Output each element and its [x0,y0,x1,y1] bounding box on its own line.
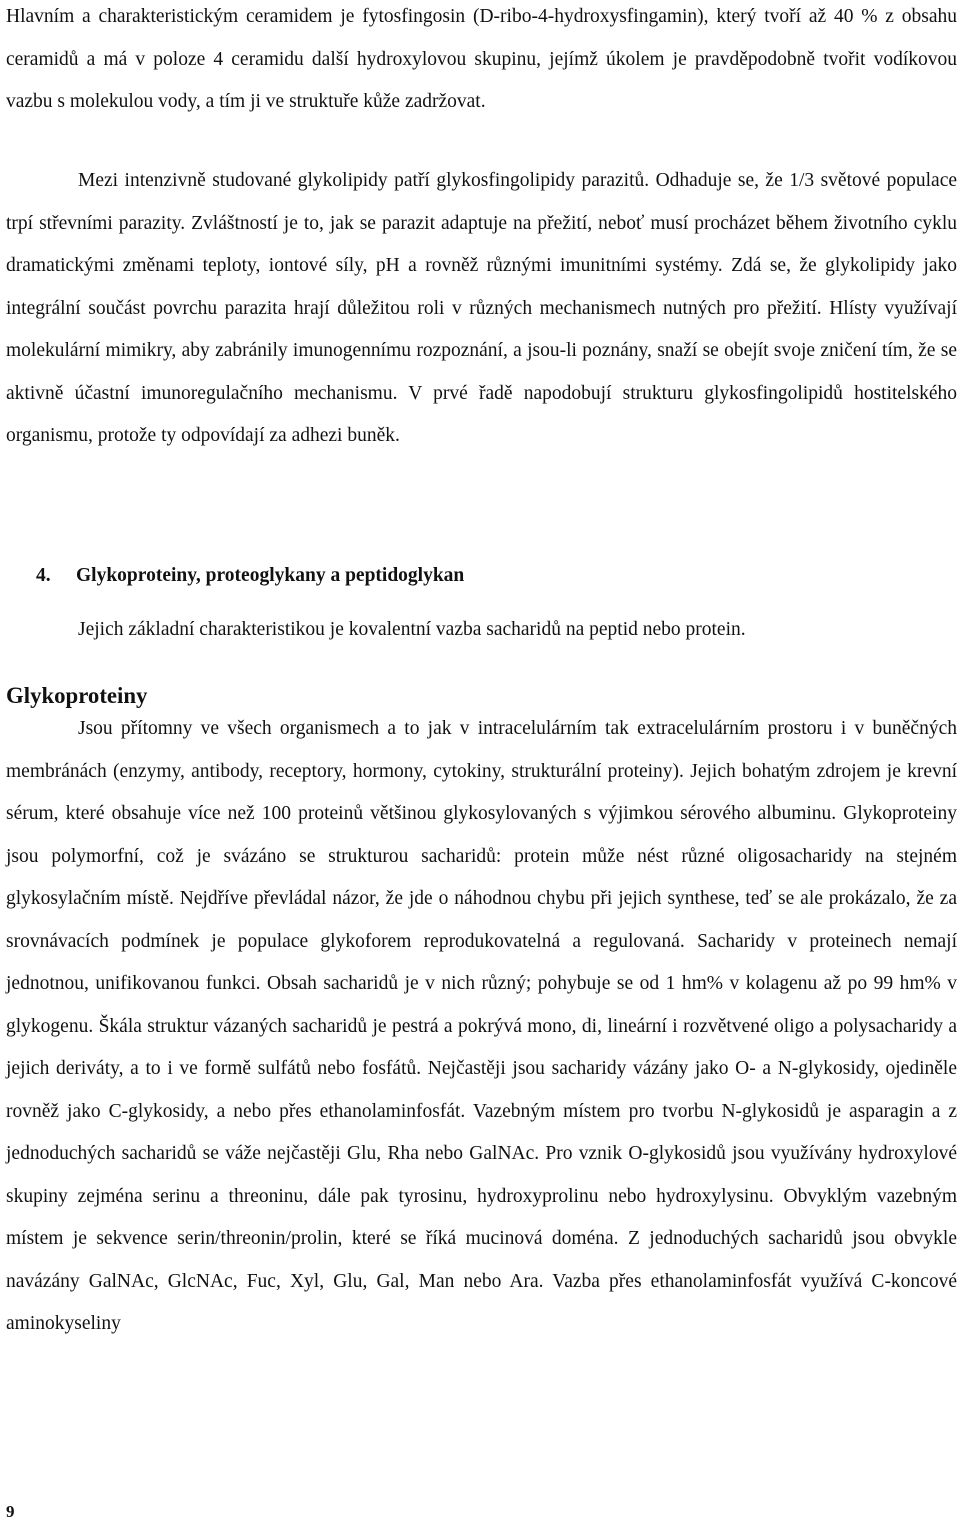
paragraph-glykoproteiny: Jsou přítomny ve všech organismech a to jak v intracelulárním tak extracelulárním prostoru i v buněčných membránách (enzymy, antibody, receptory, hormony, cytokiny, strukturální proteiny). Jejich bohatým zdrojem je krevní sérum, které obsahuje více než 100 proteinů většinou glykosylovaných s výjimkou sérového albuminu. Glykoproteiny jsou polymorfní, což je svázáno se strukturou sacharidů: protein může nést různé oligosacharidy na stejném glykosylačním místě. Nejdříve převládal názor, že jde o náhodnou chybu při jejich synthese, teď se ale prokázalo, že za srovnávacích podmínek je populace glykoforem reprodukovatelná a regulovaná. Sacharidy v proteinech nemají jednotnou, unifikovanou funkci. Obsah sacharidů je v nich různý; pohybuje se od 1 hm% v kolagenu až po 99 hm% v glykogenu. Škála struktur vázaných sacharidů je pestrá a pokrývá mono, di, lineární i rozvětvené oligo a polysacharidy a jejich deriváty, a to i ve formě sulfátů nebo fosfátů. Nejčastěji jsou sacharidy vázány jako O- a N-glykosidy, ojediněle rovněž jako C-glykosidy, a nebo přes ethanolaminfosfát. Vazebným místem pro tvorbu N-glykosidů je asparagin a z jednoduchých sacharidů se váže nejčastěji Glu, Rha nebo GalNAc. Pro vznik O-glykosidů jsou využívány hydroxylové skupiny zejména serinu a threoninu, dále pak tyrosinu, hydroxyprolinu nebo hydroxylysinu. Obvyklým vazebným místem je sekvence serin/threonin/prolin, které se říká mucinová doména. Z jednoduchých sacharidů jsou obvykle navázány GalNAc, GlcNAc, Fuc, Xyl, Glu, Gal, Man nebo Ara. Vazba přes ethanolaminfosfát využívá C-koncové aminokyseliny [6,718,957,1334]
section-heading [36,562,464,590]
section-number: 4. [36,565,51,586]
section-intro: Jejich základní charakteristikou je kovalentní vazba sacharidů na peptid nebo protein. [78,619,746,640]
subsection-heading: Glykoproteiny [6,683,148,708]
page-number: 9 [6,1502,15,1521]
paragraph-glykolipidy-parazitu: Mezi intenzivně studované glykolipidy patří glykosfingolipidy parazitů. Odhaduje se, že 1/3 světové populace trpí střevními parazity. Zvláštností je to, jak se parazit adaptuje na přežití, neboť musí procházet během životního cyklu dramatickými změnami teploty, iontové síly, pH a rovněž různými imunitními systémy. Zdá se, že glykolipidy jako integrální součást povrchu parazita hrají důležitou roli v různých mechanismech nutných pro přežití. Hlísty využívají molekulární mimikry, aby zabránily imunogennímu rozpoznání, a jsou-li poznány, snaží se obejít svoje zničení tím, že se aktivně účastní imunoregulačního mechanismu. V prvé řadě napodobují strukturu glykosfingolipidů hostitelského organismu, protože ty odpovídají za adhezi buněk. [6,170,957,446]
section-title: Glykoproteiny, proteoglykany a peptidoglykan [76,565,465,586]
paragraph-fytosfingosin: Hlavním a charakteristickým ceramidem je fytosfingosin (D-ribo-4-hydroxysfingamin), který tvoří až 40 % z obsahu ceramidů a má v poloze 4 ceramidu další hydroxylovou skupinu, jejímž úkolem je pravděpodobně tvořit vodíkovou vazbu s molekulou vody, a tím ji ve struktuře kůže zadržovat. [6,6,957,112]
